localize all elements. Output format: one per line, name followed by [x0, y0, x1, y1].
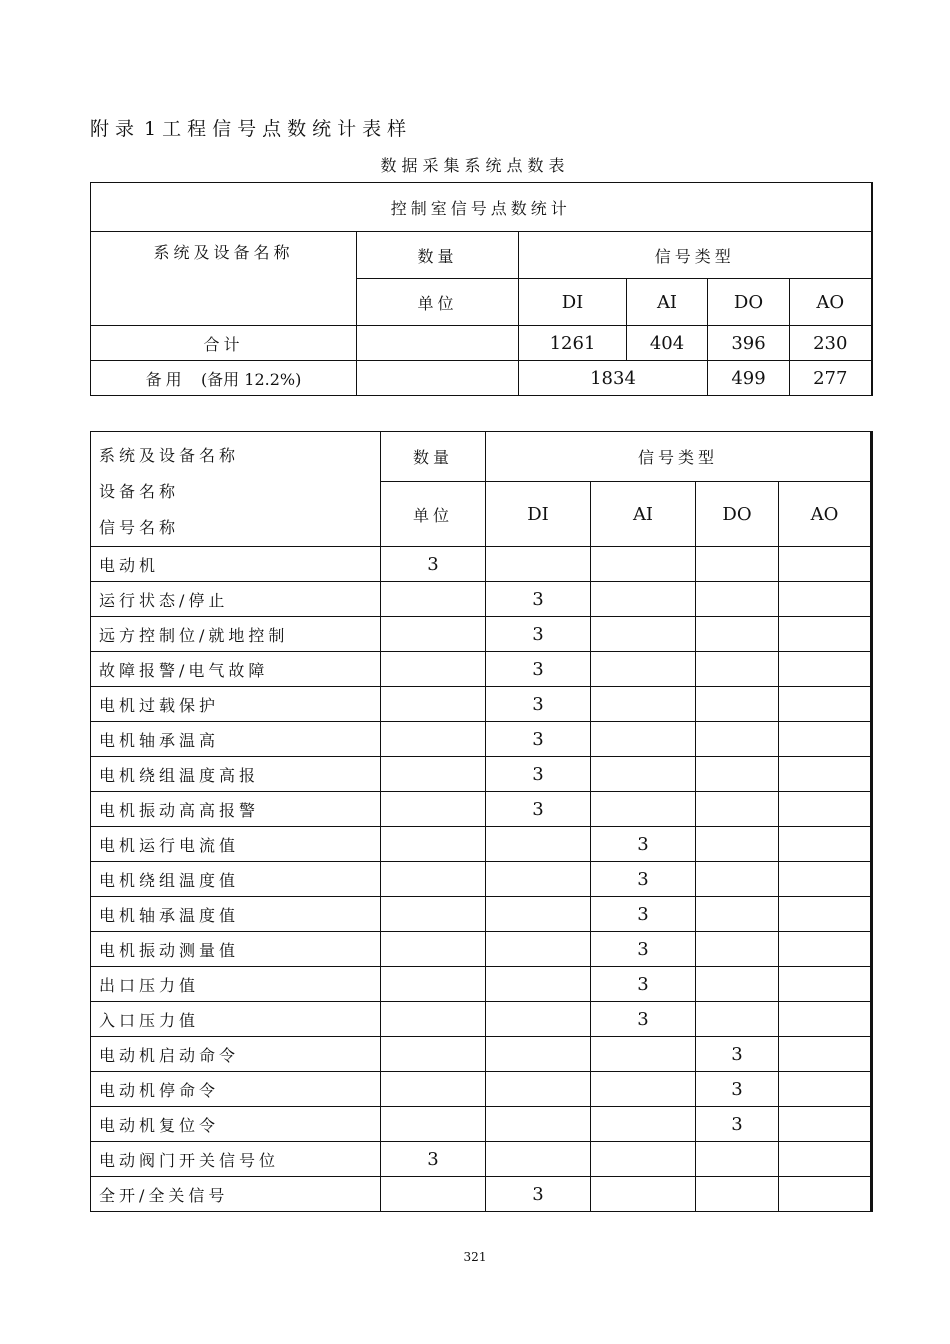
- do-cell: [696, 967, 779, 1002]
- ao-cell: [779, 1037, 872, 1072]
- ao-cell: [779, 1107, 872, 1142]
- summary-ai-header: AI: [627, 279, 708, 326]
- di-cell: [486, 547, 591, 582]
- qty-cell: [381, 722, 486, 757]
- do-cell: [696, 1142, 779, 1177]
- table-row: [91, 652, 872, 687]
- heading-text: 工程信号点数统计表样: [162, 118, 413, 140]
- do-cell: [696, 722, 779, 757]
- ao-cell: [779, 757, 872, 792]
- summary-do-header: DO: [708, 279, 790, 326]
- di-cell: 3: [486, 722, 591, 757]
- di-cell: [486, 897, 591, 932]
- summary-table: [90, 182, 873, 396]
- table-row: [91, 1037, 872, 1072]
- ai-cell: 3: [591, 897, 696, 932]
- signal-name-cell: 电动机停命令: [91, 1072, 381, 1107]
- table-row: [91, 757, 872, 792]
- summary-spare-qty: [357, 361, 519, 396]
- summary-row-label-header: 系统及设备名称: [91, 232, 357, 326]
- table-row: [91, 1002, 872, 1037]
- qty-cell: [381, 827, 486, 862]
- signal-name-cell: 电动机复位令: [91, 1107, 381, 1142]
- do-cell: [696, 617, 779, 652]
- signal-name-cell: 电动阀门开关信号位: [91, 1142, 381, 1177]
- heading-prefix: 附录: [90, 118, 141, 140]
- signal-name-cell: 电机振动高高报警: [91, 792, 381, 827]
- table-row: [91, 827, 872, 862]
- table-row: [91, 582, 872, 617]
- di-cell: 3: [486, 652, 591, 687]
- do-cell: [696, 1002, 779, 1037]
- table-subtitle: 数据采集系统点数表: [380, 156, 570, 175]
- ao-cell: [779, 722, 872, 757]
- summary-spare-do: 499: [708, 361, 790, 396]
- ai-cell: [591, 1072, 696, 1107]
- do-cell: [696, 897, 779, 932]
- qty-cell: [381, 652, 486, 687]
- summary-row-spare: [91, 361, 872, 396]
- summary-signal-header: 信号类型: [519, 232, 872, 279]
- ai-cell: [591, 687, 696, 722]
- table-row: [91, 722, 872, 757]
- ao-cell: [779, 1142, 872, 1177]
- do-cell: [696, 652, 779, 687]
- summary-ao-header: AO: [790, 279, 872, 326]
- ao-cell: [779, 652, 872, 687]
- table-row: [91, 547, 872, 582]
- table-row: [91, 897, 872, 932]
- do-cell: [696, 932, 779, 967]
- ai-cell: [591, 582, 696, 617]
- summary-unit-header: 单位: [357, 279, 519, 326]
- qty-cell: [381, 582, 486, 617]
- signal-name-cell: 电机绕组温度高报: [91, 757, 381, 792]
- ai-cell: [591, 547, 696, 582]
- signal-name-cell: 全开/全关信号: [91, 1177, 381, 1212]
- summary-row-total: [91, 326, 872, 361]
- detail-header-line2: 设备名称: [99, 482, 180, 501]
- summary-total-do: 396: [708, 326, 790, 361]
- di-cell: [486, 967, 591, 1002]
- do-cell: [696, 582, 779, 617]
- table-row: [91, 1177, 872, 1212]
- di-cell: [486, 1002, 591, 1037]
- di-cell: [486, 1142, 591, 1177]
- summary-spare-label: 备用: [145, 369, 186, 389]
- ao-cell: [779, 897, 872, 932]
- qty-cell: [381, 687, 486, 722]
- qty-cell: [381, 792, 486, 827]
- qty-cell: [381, 1072, 486, 1107]
- ao-cell: [779, 1002, 872, 1037]
- qty-cell: 3: [381, 1142, 486, 1177]
- signal-name-cell: 电机绕组温度值: [91, 862, 381, 897]
- signal-name-cell: 电机过载保护: [91, 687, 381, 722]
- summary-title: 控制室信号点数统计: [91, 183, 872, 232]
- appendix-heading: [90, 114, 412, 141]
- ao-cell: [779, 1072, 872, 1107]
- signal-name-cell: 远方控制位/就地控制: [91, 617, 381, 652]
- di-cell: [486, 827, 591, 862]
- summary-qty-header: 数量: [357, 232, 519, 279]
- detail-body: [91, 547, 872, 1212]
- qty-cell: [381, 1037, 486, 1072]
- di-cell: 3: [486, 687, 591, 722]
- summary-spare-pct: (备用 12.2%): [200, 369, 302, 389]
- do-cell: [696, 1177, 779, 1212]
- ai-cell: [591, 792, 696, 827]
- ao-cell: [779, 792, 872, 827]
- signal-name-cell: 电机运行电流值: [91, 827, 381, 862]
- di-cell: [486, 862, 591, 897]
- ai-cell: 3: [591, 827, 696, 862]
- summary-total-di: 1261: [519, 326, 627, 361]
- qty-cell: [381, 897, 486, 932]
- ai-cell: [591, 1037, 696, 1072]
- ao-cell: [779, 547, 872, 582]
- signal-name-cell: 电机振动测量值: [91, 932, 381, 967]
- table-row: [91, 862, 872, 897]
- summary-spare-label-cell: [91, 361, 357, 396]
- table-row: [91, 967, 872, 1002]
- ai-cell: 3: [591, 1002, 696, 1037]
- di-cell: [486, 1107, 591, 1142]
- do-cell: [696, 547, 779, 582]
- di-cell: 3: [486, 1177, 591, 1212]
- signal-name-cell: 出口压力值: [91, 967, 381, 1002]
- ai-cell: [591, 617, 696, 652]
- do-cell: [696, 792, 779, 827]
- qty-cell: [381, 1177, 486, 1212]
- ai-cell: [591, 757, 696, 792]
- do-cell: 3: [696, 1107, 779, 1142]
- qty-cell: [381, 862, 486, 897]
- summary-total-label: 合计: [91, 326, 357, 361]
- di-cell: 3: [486, 617, 591, 652]
- do-cell: 3: [696, 1037, 779, 1072]
- ao-cell: [779, 862, 872, 897]
- di-cell: [486, 932, 591, 967]
- di-cell: 3: [486, 757, 591, 792]
- signal-name-cell: 电机轴承温高: [91, 722, 381, 757]
- qty-cell: [381, 932, 486, 967]
- summary-total-qty: [357, 326, 519, 361]
- summary-spare-merged: 1834: [519, 361, 708, 396]
- qty-cell: [381, 1107, 486, 1142]
- detail-table: [90, 431, 873, 1212]
- detail-ao-header: AO: [779, 482, 872, 547]
- qty-cell: [381, 757, 486, 792]
- signal-name-cell: 电机轴承温度值: [91, 897, 381, 932]
- signal-name-cell: 运行状态/停止: [91, 582, 381, 617]
- di-cell: 3: [486, 582, 591, 617]
- table-row: [91, 1072, 872, 1107]
- summary-di-header: DI: [519, 279, 627, 326]
- qty-cell: [381, 617, 486, 652]
- ai-cell: [591, 1142, 696, 1177]
- ao-cell: [779, 687, 872, 722]
- signal-name-cell: 入口压力值: [91, 1002, 381, 1037]
- do-cell: [696, 862, 779, 897]
- do-cell: 3: [696, 1072, 779, 1107]
- ao-cell: [779, 932, 872, 967]
- page-number: 321: [463, 1250, 487, 1264]
- ai-cell: [591, 1107, 696, 1142]
- table-row: [91, 687, 872, 722]
- detail-name-header: [91, 432, 381, 547]
- table-row: [91, 617, 872, 652]
- ao-cell: [779, 617, 872, 652]
- qty-cell: [381, 1002, 486, 1037]
- signal-name-cell: 故障报警/电气故障: [91, 652, 381, 687]
- detail-di-header: DI: [486, 482, 591, 547]
- signal-name-cell: 电动机启动命令: [91, 1037, 381, 1072]
- table-row: [91, 932, 872, 967]
- detail-signal-header: 信号类型: [486, 432, 872, 482]
- table-row: [91, 1142, 872, 1177]
- do-cell: [696, 687, 779, 722]
- ao-cell: [779, 967, 872, 1002]
- ai-cell: 3: [591, 862, 696, 897]
- detail-header-line1: 系统及设备名称: [99, 446, 240, 465]
- ai-cell: [591, 652, 696, 687]
- qty-cell: [381, 967, 486, 1002]
- di-cell: [486, 1037, 591, 1072]
- table-row: [91, 1107, 872, 1142]
- heading-number: 1: [144, 118, 163, 140]
- summary-spare-ao: 277: [790, 361, 872, 396]
- di-cell: 3: [486, 792, 591, 827]
- ai-cell: [591, 1177, 696, 1212]
- ai-cell: 3: [591, 967, 696, 1002]
- do-cell: [696, 827, 779, 862]
- detail-header-line3: 信号名称: [99, 518, 180, 537]
- ao-cell: [779, 1177, 872, 1212]
- di-cell: [486, 1072, 591, 1107]
- qty-cell: 3: [381, 547, 486, 582]
- ao-cell: [779, 827, 872, 862]
- signal-name-cell: 电动机: [91, 547, 381, 582]
- ao-cell: [779, 582, 872, 617]
- detail-unit-header: 单位: [381, 482, 486, 547]
- detail-do-header: DO: [696, 482, 779, 547]
- table-row: [91, 792, 872, 827]
- do-cell: [696, 757, 779, 792]
- summary-total-ai: 404: [627, 326, 708, 361]
- ai-cell: [591, 722, 696, 757]
- detail-qty-header: 数量: [381, 432, 486, 482]
- detail-ai-header: AI: [591, 482, 696, 547]
- ai-cell: 3: [591, 932, 696, 967]
- summary-total-ao: 230: [790, 326, 872, 361]
